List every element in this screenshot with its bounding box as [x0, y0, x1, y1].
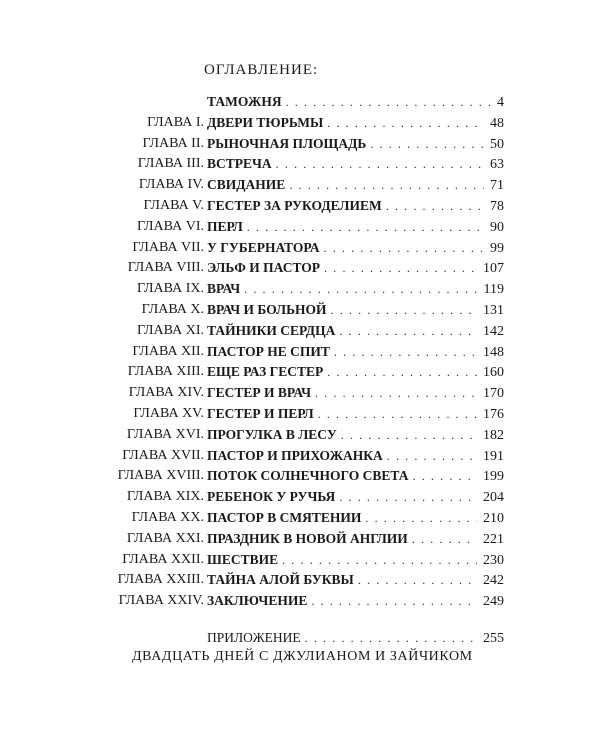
chapter-label: ГЛАВА X. [141, 301, 204, 317]
toc-row [0, 362, 600, 383]
leader-dots [412, 529, 477, 550]
toc-row [0, 154, 600, 175]
toc-entry [207, 404, 504, 426]
appendix-page-number: 255 [483, 631, 504, 646]
chapter-label: ГЛАВА V. [143, 197, 204, 213]
chapter-title: РЫНОЧНАЯ ПЛОЩАДЬ [207, 135, 367, 151]
toc-row [0, 279, 600, 300]
leader-dots [276, 154, 484, 175]
toc-entry [207, 362, 504, 384]
leader-dots [339, 487, 477, 508]
chapter-title: ГЕСТЕР ЗА РУКОДЕЛИЕМ [207, 197, 382, 213]
toc-row [0, 570, 600, 591]
leader-dots [324, 258, 477, 279]
leader-dots [327, 362, 477, 383]
chapter-label: ГЛАВА XVI. [126, 426, 204, 442]
toc-row [0, 404, 600, 425]
toc-heading: ОГЛАВЛЕНИЕ: [204, 62, 319, 78]
page-number: 249 [483, 594, 504, 610]
leader-dots [286, 92, 491, 113]
leader-dots [341, 425, 477, 446]
toc-entry [207, 258, 504, 280]
chapter-label: ГЛАВА XIII. [127, 364, 204, 380]
toc-row [0, 217, 600, 238]
toc-row [0, 113, 600, 134]
chapter-label: ГЛАВА XI. [137, 322, 204, 338]
chapter-title: РЕБЕНОК У РУЧЬЯ [207, 489, 336, 505]
toc-row [0, 446, 600, 467]
page-number: 191 [483, 448, 504, 464]
leader-dots [311, 591, 477, 612]
chapter-label: ГЛАВА VII. [132, 239, 204, 255]
chapter-label: ГЛАВА XXI. [126, 530, 204, 546]
toc-row [0, 628, 600, 649]
chapter-label: ГЛАВА III. [137, 156, 204, 172]
toc-entry [207, 92, 504, 114]
chapter-label: ГЛАВА XX. [131, 509, 204, 525]
toc-row [0, 550, 600, 571]
toc-entry [207, 113, 504, 135]
leader-dots [386, 196, 484, 217]
toc-entry [207, 154, 504, 176]
page-number: 99 [490, 240, 504, 256]
toc-entry [207, 134, 504, 156]
page-number: 221 [483, 531, 504, 547]
leader-dots [318, 404, 477, 425]
chapter-title: ДВЕРИ ТЮРЬМЫ [207, 114, 324, 130]
toc-entry [207, 238, 504, 260]
chapter-title: ТАЙНА АЛОЙ БУКВЫ [207, 572, 354, 588]
toc-row [0, 487, 600, 508]
chapter-title: ПАСТОР В СМЯТЕНИИ [207, 509, 362, 525]
toc-entry [207, 508, 504, 530]
chapter-title: ПАСТОР НЕ СПИТ [207, 343, 330, 359]
chapter-label: ГЛАВА XV. [133, 405, 204, 421]
page-number: 230 [483, 552, 504, 568]
toc-entry [207, 279, 504, 301]
chapter-label: ГЛАВА I. [147, 114, 204, 130]
chapter-title: ПОТОК СОЛНЕЧНОГО СВЕТА [207, 468, 409, 484]
leader-dots [327, 113, 484, 134]
chapter-title: ЕЩЕ РАЗ ГЕСТЕР [207, 364, 324, 380]
chapter-label: ГЛАВА XIV. [128, 385, 204, 401]
toc-row [0, 383, 600, 404]
page-number: 199 [483, 469, 504, 485]
toc-entry [207, 628, 504, 650]
chapter-title: ВРАЧ [207, 281, 241, 297]
page-number: 160 [483, 365, 504, 381]
chapter-label: ГЛАВА VIII. [127, 260, 204, 276]
leader-dots [358, 570, 477, 591]
page-number: 131 [483, 302, 504, 318]
chapter-label: ГЛАВА IX. [137, 281, 204, 297]
chapter-title: ПРОГУЛКА В ЛЕСУ [207, 426, 337, 442]
leader-dots [315, 383, 477, 404]
toc-entry [207, 425, 504, 447]
page-number: 176 [483, 406, 504, 422]
page-number: 107 [483, 261, 504, 277]
leader-dots [282, 550, 477, 571]
chapter-title: ВСТРЕЧА [207, 156, 272, 172]
toc-row [0, 300, 600, 321]
toc-list [0, 92, 600, 612]
toc-row [0, 196, 600, 217]
toc-entry [207, 591, 504, 613]
page-number: 119 [483, 282, 504, 298]
toc-entry [207, 570, 504, 592]
toc-entry [207, 487, 504, 509]
page-number: 242 [483, 573, 504, 589]
toc-row [0, 238, 600, 259]
page-number: 204 [483, 490, 504, 506]
leader-dots [289, 175, 484, 196]
toc-entry [207, 175, 504, 197]
leader-dots [370, 134, 484, 155]
toc-entry [207, 383, 504, 405]
toc-row [0, 425, 600, 446]
leader-dots [247, 217, 484, 238]
leader-dots [331, 300, 477, 321]
appendix-entry [0, 628, 600, 649]
toc-row [0, 175, 600, 196]
chapter-title: ПРАЗДНИК В НОВОЙ АНГЛИИ [207, 530, 408, 546]
page-number: 148 [483, 344, 504, 360]
toc-row [0, 134, 600, 155]
appendix-title: ПРИЛОЖЕНИЕ [207, 630, 301, 645]
toc-row [0, 258, 600, 279]
chapter-label: ГЛАВА XIX. [126, 489, 204, 505]
toc-row [0, 508, 600, 529]
chapter-label: ГЛАВА XXII. [122, 551, 204, 567]
chapter-label: ГЛАВА XVII. [122, 447, 204, 463]
chapter-title: ЭЛЬФ И ПАСТОР [207, 260, 321, 276]
toc-entry [207, 217, 504, 239]
page-number: 63 [490, 157, 504, 173]
leader-dots [305, 628, 477, 649]
appendix-subtitle: ДВАДЦАТЬ ДНЕЙ С ДЖУЛИАНОМ И ЗАЙЧИКОМ [132, 649, 473, 664]
chapter-title: У ГУБЕРНАТОРА [207, 239, 320, 255]
chapter-title: ПЕРЛ [207, 218, 243, 234]
chapter-label: ГЛАВА II. [142, 135, 204, 151]
chapter-title: ВРАЧ И БОЛЬНОЙ [207, 301, 327, 317]
leader-dots [387, 446, 477, 467]
toc-row [0, 342, 600, 363]
leader-dots [339, 321, 477, 342]
page-number: 182 [483, 427, 504, 443]
page-number: 78 [490, 198, 504, 214]
chapter-label: ГЛАВА IV. [138, 177, 204, 193]
leader-dots [244, 279, 477, 300]
chapter-title: СВИДАНИЕ [207, 177, 286, 193]
page-number: 90 [490, 219, 504, 235]
toc-row [0, 591, 600, 612]
toc-entry [207, 529, 504, 551]
chapter-title: ТАМОЖНЯ [207, 94, 282, 109]
chapter-label: ГЛАВА XXIV. [118, 593, 204, 609]
toc-row [0, 92, 600, 113]
page-number: 48 [490, 115, 504, 131]
toc-entry [207, 466, 504, 488]
chapter-label: ГЛАВА XXIII. [117, 572, 204, 588]
toc-row [0, 466, 600, 487]
toc-entry [207, 321, 504, 343]
toc-entry [207, 446, 504, 468]
chapter-label: ГЛАВА XVIII. [117, 468, 204, 484]
chapter-title: ШЕСТВИЕ [207, 551, 279, 567]
page-number: 71 [490, 178, 504, 194]
toc-row [0, 321, 600, 342]
page-number: 142 [483, 323, 504, 339]
chapter-title: ТАЙНИКИ СЕРДЦА [207, 322, 336, 338]
page-number: 170 [483, 386, 504, 402]
page-number: 4 [497, 95, 504, 110]
chapter-title: ГЕСТЕР И ПЕРЛ [207, 405, 314, 421]
chapter-title: ЗАКЛЮЧЕНИЕ [207, 593, 308, 609]
toc-entry [207, 550, 504, 572]
leader-dots [324, 238, 484, 259]
chapter-label: ГЛАВА VI. [137, 218, 204, 234]
page-number: 210 [483, 510, 504, 526]
toc-row [0, 529, 600, 550]
leader-dots [413, 466, 477, 487]
toc-entry [207, 196, 504, 218]
toc-entry [207, 342, 504, 364]
chapter-title: ПАСТОР И ПРИХОЖАНКА [207, 447, 383, 463]
leader-dots [365, 508, 477, 529]
chapter-label: ГЛАВА XII. [132, 343, 204, 359]
chapter-title: ГЕСТЕР И ВРАЧ [207, 385, 311, 401]
leader-dots [334, 342, 477, 363]
toc-entry [207, 300, 504, 322]
page-number: 50 [490, 136, 504, 152]
